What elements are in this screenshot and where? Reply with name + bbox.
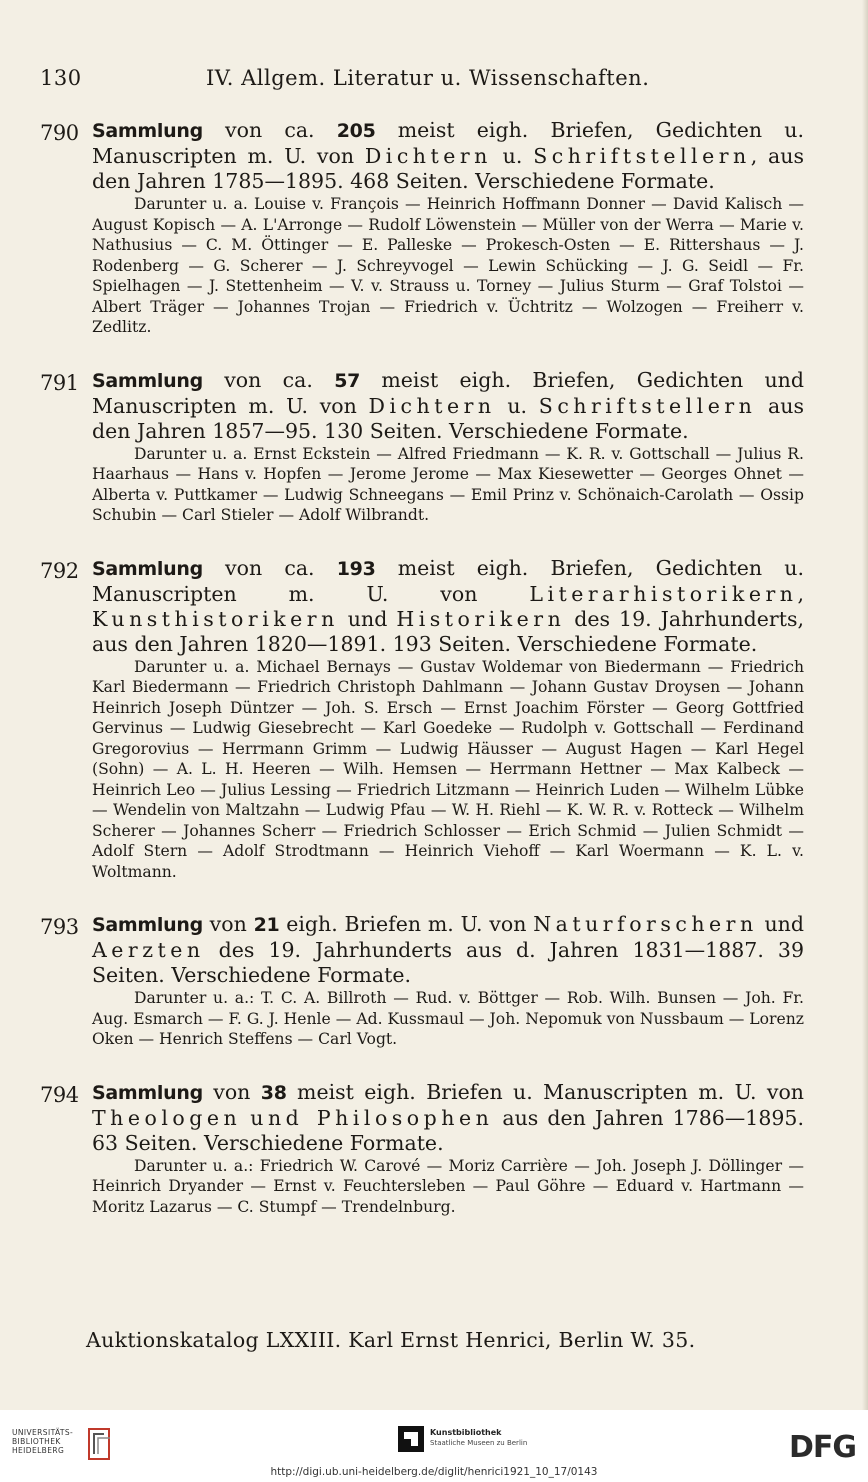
entry-details: Darunter u. a.: Friedrich W. Carové — Moriz Carrière — Joh. Joseph J. Döllinger — Heinrich Dryander — Ernst v. Feuchtersleben — Paul Göhre — Eduard v. Hartmann — Moritz Lazarus — C. Stumpf — Trendelnburg.: [92, 1156, 804, 1216]
section-title: IV. Allgem. Literatur u. Wissenschaften.: [206, 66, 650, 90]
catalog-entry-793: [40, 912, 804, 1050]
ub-seal-icon: [88, 1428, 116, 1460]
entry-text: aus den Jahren 1857—95. 130 Seiten. Verschiedene Formate.: [92, 393, 804, 443]
entry-text: von: [202, 1079, 261, 1104]
entry-text: u.: [491, 144, 534, 168]
spaced-term: Literarhistorikern: [529, 581, 798, 606]
entry-details: Darunter u. a. Ernst Eckstein — Alfred Friedmann — K. R. v. Gottschall — Julius R. Haarhaus — Hans v. Hopfen — Jerome Jerome — Max Kiesewetter — Georges Ohnet — Alberta v. Puttkamer — Ludwig Schneegans — Emil Prinz v. Schönaich-Carolath — Ossip Schubin — Carl Stieler — Adolf Wilbrandt.: [92, 444, 804, 524]
entry-text: meist eigh. Briefen u. Manuscripten m. U. von: [286, 1079, 804, 1104]
entry-text: des 19. Jahrhunderts, aus den Jahren 1820—1891. 193 Seiten. Verschiedene Formate.: [92, 606, 805, 656]
spaced-term: und Philosophen: [250, 1105, 494, 1130]
ub-line: UNIVERSITÄTS-: [12, 1428, 74, 1437]
source-url[interactable]: http://digi.ub.uni-heidelberg.de/diglit/henrici1921_10_17/0143: [270, 1466, 598, 1478]
kunstbibliothek-logo: [398, 1426, 568, 1462]
ub-line: BIBLIOTHEK: [12, 1437, 61, 1446]
entry-text: ,: [797, 581, 804, 606]
kunstbibliothek-title: Kunstbibliothek: [430, 1428, 502, 1437]
entry-text: und: [338, 606, 397, 631]
lot-number: 793: [40, 915, 79, 939]
page-number: 130: [40, 66, 82, 90]
lot-number: 792: [40, 558, 79, 583]
catalog-entries: [40, 118, 804, 1247]
item-count: 205: [336, 120, 376, 142]
entry-text: u.: [495, 393, 539, 418]
entry-text: aus den Jahren 1786—1895. 63 Seiten. Verschiedene Formate.: [92, 1105, 804, 1155]
catalog-entry-791: [40, 368, 804, 526]
entry-keyword: Sammlung: [92, 1081, 203, 1104]
lot-number: 790: [40, 121, 79, 145]
entry-heading: [92, 118, 804, 194]
lot-number: 791: [40, 370, 79, 395]
running-head: [40, 66, 830, 100]
entry-details: Darunter u. a.: T. C. A. Billroth — Rud. v. Böttger — Rob. Wilh. Bunsen — Joh. Fr. Aug. Esmarch — F. G. J. Henle — Ad. Kussmaul — Joh. Nepomuk von Nussbaum — Lorenz Oken — Henrich Steffens — Carl Vogt.: [92, 989, 804, 1048]
catalog-footer: Auktionskatalog LXXIII. Karl Ernst Henrici, Berlin W. 35.: [86, 1328, 696, 1352]
entry-text: eigh. Briefen m. U. von: [279, 912, 534, 936]
item-count: 38: [260, 1081, 287, 1104]
spaced-term: Schriftstellern: [538, 393, 757, 418]
entry-keyword: Sammlung: [92, 369, 203, 392]
item-count: 193: [336, 557, 376, 580]
entry-text: von: [202, 912, 254, 936]
spaced-term: Aerzten: [92, 938, 205, 962]
entry-text: des 19. Jahrhunderts aus d. Jahren 1831—1887. 39 Seiten. Verschiedene Formate.: [92, 938, 804, 987]
catalog-entry-794: [40, 1080, 804, 1218]
entry-details: Darunter u. a. Louise v. François — Heinrich Hoffmann Donner — David Kalisch — August Kopisch — A. L'Arronge — Rudolf Löwenstein — Müller von der Werra — Marie v. Nathusius — C. M. Öttinger — E. Palleske — Prokesch-Osten — E. Rittershaus — J. Rodenberg — G. Scherer — J. Schreyvogel — Lewin Schücking — J. G. Seidl — Fr. Spielhagen — J. Stettenheim — V. v. Strauss u. Torney — Julius Sturm — Graf Tolstoi — Albert Träger — Johannes Trojan — Friedrich v. Üchtritz — Wolzogen — Freiherr v. Zedlitz.: [92, 195, 804, 336]
item-count: 57: [334, 369, 361, 392]
entry-text: meist eigh. Briefen, Gedichten u. Manuscripten m. U. von: [92, 118, 804, 168]
catalog-entry-792: [40, 556, 804, 883]
entry-text: und: [757, 912, 804, 936]
entry-text: von ca.: [202, 555, 337, 580]
catalog-entry-790: [40, 118, 804, 338]
spaced-term: Dichtern: [364, 144, 492, 168]
entry-text: , aus den Jahren 1785—1895. 468 Seiten. Verschiedene Formate.: [92, 144, 804, 193]
entry-keyword: Sammlung: [92, 120, 203, 142]
spaced-term: Dichtern: [368, 393, 496, 418]
spaced-term: Historikern: [396, 606, 566, 631]
dfg-logo: DFG: [788, 1430, 856, 1465]
entry-text: meist eigh. Briefen, Gedichten u. Manuscripten m. U. von: [92, 555, 804, 606]
ub-line: HEIDELBERG: [12, 1446, 65, 1455]
entry-details: Darunter u. a. Michael Bernays — Gustav Woldemar von Biedermann — Friedrich Karl Biedermann — Friedrich Christoph Dahlmann — Johann Gustav Droysen — Johann Heinrich Joseph Düntzer — Joh. S. Ersch — Ernst Joachim Förster — Georg Gottfried Gervinus — Ludwig Giesebrecht — Karl Goedeke — Rudolph v. Gottschall — Ferdinand Gregorovius — Herrmann Grimm — Ludwig Häusser — August Hagen — Karl Hegel (Sohn) — A. L. H. Heeren — Wilh. Hemsen — Herrmann Hettner — Max Kalbeck — Heinrich Leo — Julius Lessing — Friedrich Litzmann — Heinrich Luden — Wilhelm Lübke — Wendelin von Maltzahn — Ludwig Pfau — W. H. Riehl — K. W. R. v. Rotteck — Wilhelm Scherer — Johannes Scherr — Friedrich Schlosser — Erich Schmid — Julien Schmidt — Adolf Stern — Adolf Strodtmann — Heinrich Viehoff — Karl Woermann — K. L. v. Woltmann.: [92, 657, 804, 881]
entry-keyword: Sammlung: [92, 914, 203, 936]
entry-text: [241, 1106, 250, 1130]
spaced-term: Schriftstellern: [533, 144, 751, 168]
kunstbibliothek-subtitle: Staatliche Museen zu Berlin: [430, 1439, 528, 1447]
entry-text: meist eigh. Briefen, Gedichten und Manuscripten m. U. von: [92, 367, 804, 418]
spaced-term: Naturforschern: [533, 912, 758, 936]
entry-heading: [92, 1080, 804, 1156]
ub-heidelberg-name: [12, 1428, 73, 1455]
spaced-term: Theologen: [92, 1105, 242, 1130]
item-count: 21: [253, 914, 280, 936]
lot-number: 794: [40, 1082, 79, 1107]
kunstbibliothek-mark-icon: [398, 1426, 424, 1452]
entry-heading: [92, 912, 804, 988]
entry-text: von ca.: [202, 118, 337, 142]
entry-text: von ca.: [202, 367, 335, 392]
spaced-term: Kunsthistorikern: [92, 606, 339, 631]
entry-heading: [92, 556, 804, 657]
entry-heading: [92, 368, 804, 444]
entry-keyword: Sammlung: [92, 557, 203, 580]
